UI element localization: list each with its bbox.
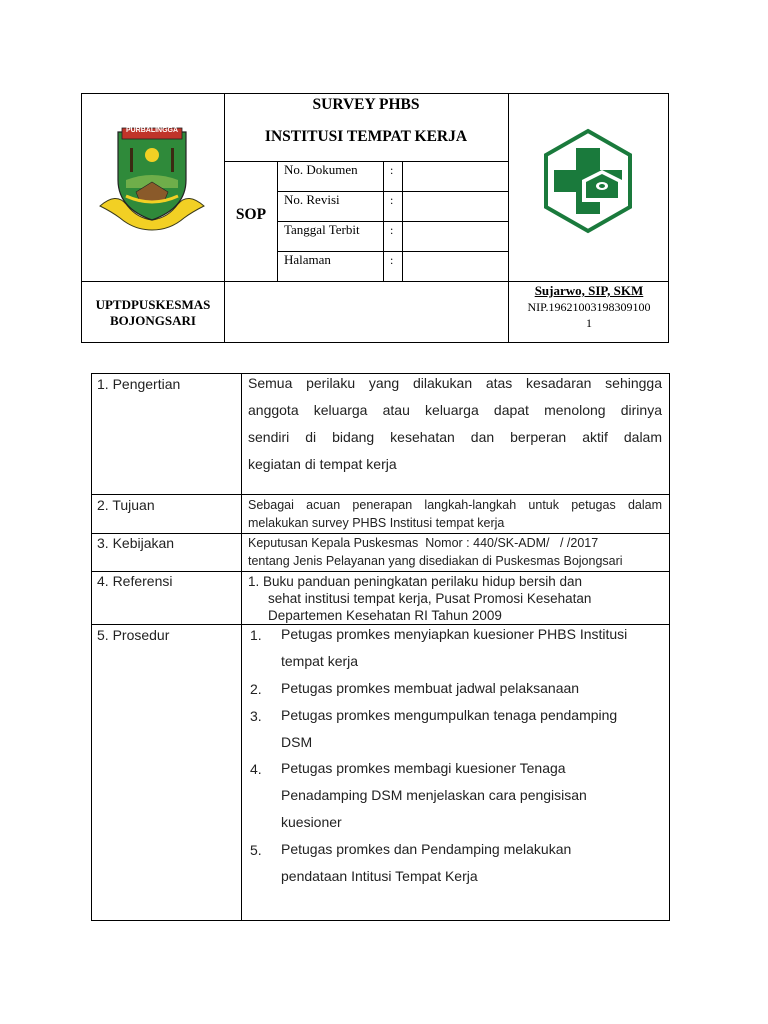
document-title: SURVEY PHBS bbox=[312, 96, 420, 113]
step-line: Petugas promkes membuat jadwal pelaksanaan bbox=[281, 680, 580, 696]
section-label-prosedur: 5. Prosedur bbox=[97, 627, 170, 643]
step-number: 1. bbox=[250, 627, 262, 643]
signer-name: Sujarwo, SIP, SKM bbox=[534, 283, 644, 298]
text-line: Keputusan Kepala Puskesmas Nomor : 440/SK-ADM/ / /2017 bbox=[248, 536, 599, 550]
step-line: Petugas promkes menyiapkan kuesioner PHBS Institusi bbox=[281, 626, 628, 642]
document-subtitle: INSTITUSI TEMPAT KERJA bbox=[264, 128, 468, 145]
list-item bbox=[281, 702, 666, 756]
list-item bbox=[281, 621, 666, 675]
meta-label-halaman: Halaman bbox=[284, 252, 331, 267]
text-line: Sebagai acuan penerapan langkah-langkah untuk petugas dalam bbox=[248, 498, 662, 512]
step-number: 5. bbox=[250, 842, 262, 858]
signer-nip-cont: 1 bbox=[586, 316, 592, 330]
step-line: Petugas promkes dan Pendamping melakukan bbox=[281, 841, 572, 857]
meta-colon: : bbox=[390, 223, 394, 237]
step-line: pendataan Intitusi Tempat Kerja bbox=[281, 868, 478, 884]
section-text-pengertian bbox=[248, 370, 662, 478]
divider bbox=[241, 373, 242, 921]
org-name: UPTDPUSKESMAS bbox=[95, 297, 211, 312]
meta-label-no-dokumen: No. Dokumen bbox=[284, 162, 358, 177]
text-line: melakukan survey PHBS Institusi tempat kerja bbox=[248, 516, 505, 530]
section-text-kebijakan bbox=[248, 534, 662, 570]
step-line: Penadamping DSM menjelaskan cara pengisisan bbox=[281, 787, 587, 803]
list-item bbox=[281, 755, 666, 836]
purbalingga-emblem-icon bbox=[96, 122, 208, 234]
step-number: 3. bbox=[250, 708, 262, 724]
section-label-tujuan: 2. Tujuan bbox=[97, 497, 155, 513]
section-label-kebijakan: 3. Kebijakan bbox=[97, 535, 175, 551]
text-line: 1. Buku panduan peningkatan perilaku hidup bersih dan bbox=[248, 574, 583, 589]
org-location: BOJONGSARI bbox=[110, 313, 196, 328]
meta-colon: : bbox=[390, 193, 394, 207]
step-line: tempat kerja bbox=[281, 653, 359, 669]
meta-label-tanggal-terbit: Tanggal Terbit bbox=[284, 222, 360, 237]
text-line: sehat institusi tempat kerja, Pusat Promosi Kesehatan bbox=[268, 591, 592, 606]
divider bbox=[91, 494, 670, 495]
step-number: 2. bbox=[250, 681, 262, 697]
list-item bbox=[281, 836, 666, 890]
divider bbox=[81, 281, 669, 282]
meta-label-no-revisi: No. Revisi bbox=[284, 192, 340, 207]
meta-colon: : bbox=[390, 253, 394, 267]
meta-colon: : bbox=[390, 163, 394, 177]
step-line: Petugas promkes membagi kuesioner Tenaga bbox=[281, 760, 566, 776]
emblem-text: PURBALINGGA bbox=[125, 127, 179, 134]
text-line: anggota keluarga atau keluarga dapat menolong dirinya bbox=[248, 402, 662, 418]
step-line: Petugas promkes mengumpulkan tenaga pendamping bbox=[281, 707, 618, 723]
text-line: tentang Jenis Pelayanan yang disediakan di Puskesmas Bojongsari bbox=[248, 554, 623, 568]
section-text-tujuan bbox=[248, 496, 662, 532]
sop-label: SOP bbox=[235, 206, 267, 223]
list-item bbox=[281, 675, 666, 702]
divider bbox=[91, 571, 670, 572]
puskesmas-logo-icon bbox=[542, 128, 634, 234]
step-line: DSM bbox=[281, 734, 313, 750]
text-line: Departemen Kesehatan RI Tahun 2009 bbox=[268, 608, 502, 623]
step-line: kuesioner bbox=[281, 814, 342, 830]
step-number: 4. bbox=[250, 761, 262, 777]
text-line: Semua perilaku yang dilakukan atas kesadaran sehingga bbox=[248, 375, 662, 391]
text-line: kegiatan di tempat kerja bbox=[248, 456, 397, 472]
section-text-referensi bbox=[248, 573, 662, 624]
text-line: sendiri di bidang kesehatan dan berperan aktif dalam bbox=[248, 429, 662, 445]
divider bbox=[224, 161, 508, 162]
section-label-referensi: 4. Referensi bbox=[97, 573, 173, 589]
signer-nip: NIP.19621003198309100 bbox=[527, 300, 651, 314]
section-label-pengertian: 1. Pengertian bbox=[97, 376, 181, 392]
